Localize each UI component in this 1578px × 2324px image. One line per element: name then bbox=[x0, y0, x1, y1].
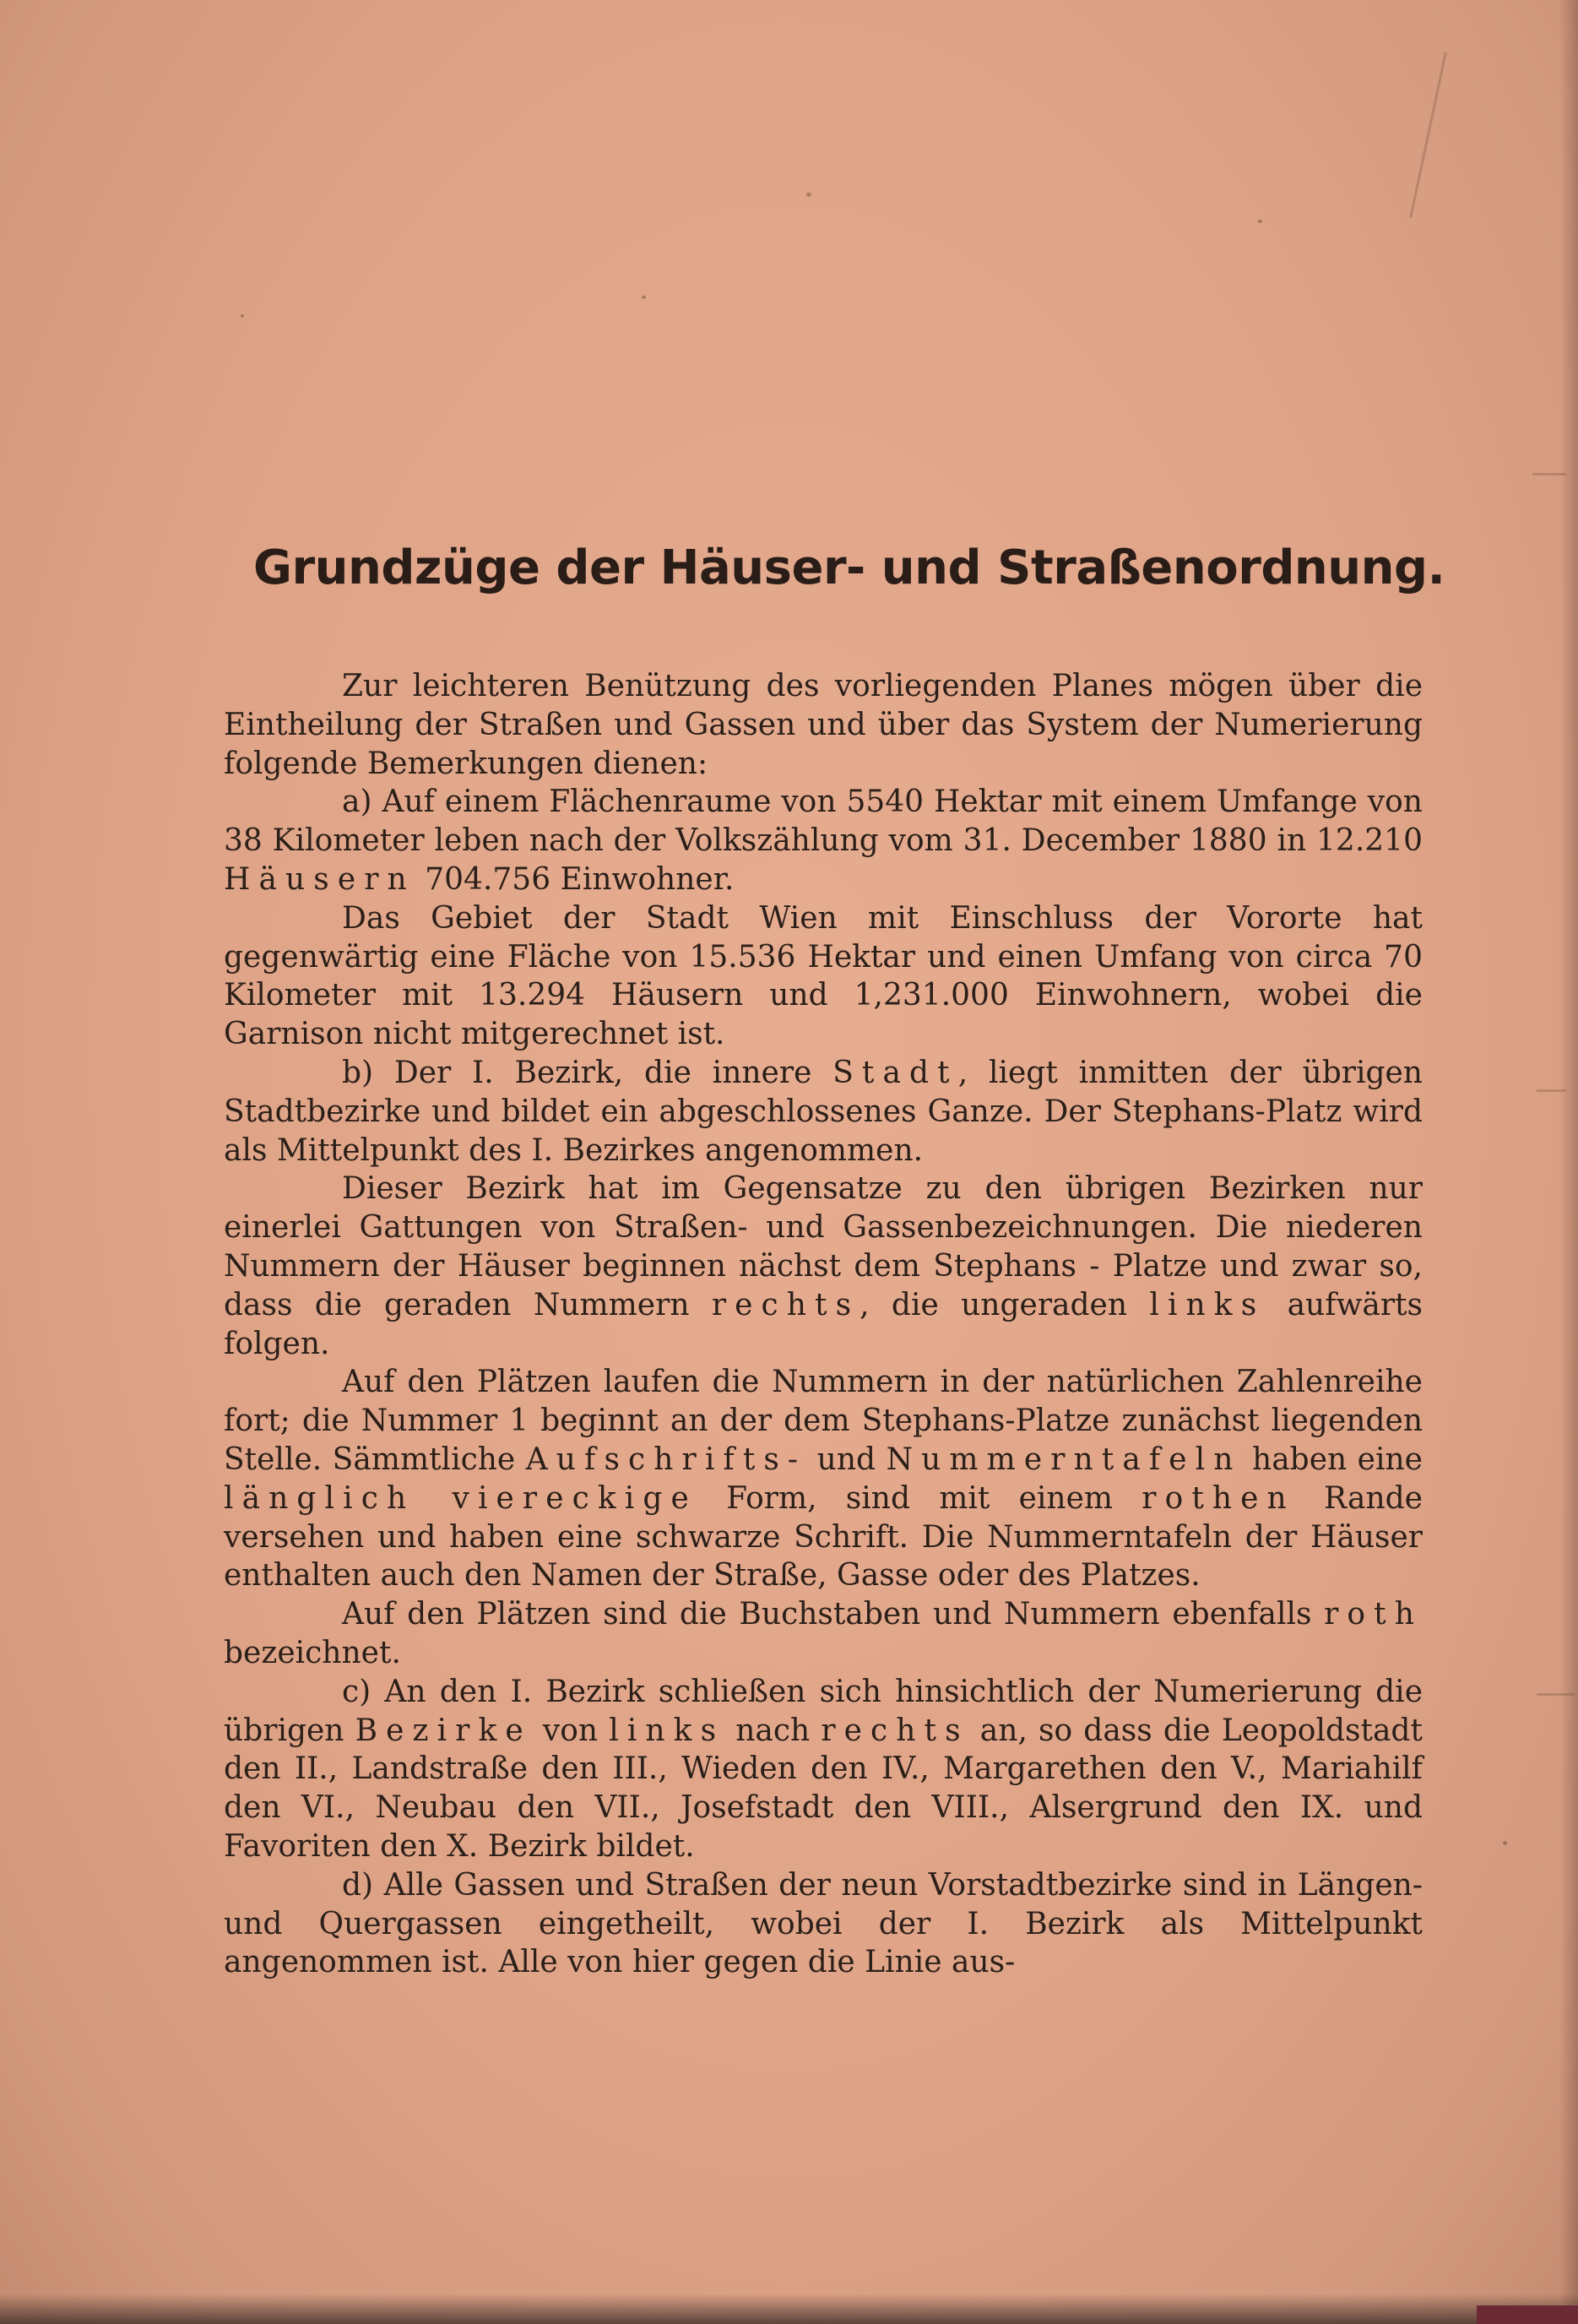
spaced-word: länglich viereckige bbox=[224, 1480, 697, 1516]
paragraph-d: d) Alle Gassen und Straßen der neun Vorstadtbezirke sind in Längen- und Quergassen eingetheilt, wobei der I. Bezirk als Mittelpunkt angenommen ist. Alle von hier gegen die Linie aus- bbox=[224, 1867, 1423, 1980]
binding-strip bbox=[1477, 2305, 1578, 2324]
paragraph-intro: Zur leichteren Benützung des vorliegenden Planes mögen über die Eintheilung der Straßen und Gassen und über das System der Numerierung folgende Bemerkungen dienen: bbox=[224, 669, 1423, 781]
paragraph-area: Das Gebiet der Stadt Wien mit Einschluss der Vororte hat gegenwärtig eine Fläche von 15.536 Hektar und einen Umfang von circa 70 Kilometer mit 13.294 Häusern und 1,231.000 Einwohnern, wobei die Garnison nicht mitgerechnet ist. bbox=[224, 900, 1423, 1052]
body-text bbox=[224, 667, 1423, 1982]
paper-speck bbox=[642, 296, 646, 299]
paper-speck bbox=[241, 314, 244, 318]
paper-speck bbox=[1503, 1841, 1507, 1845]
spaced-word: Häusern bbox=[224, 861, 415, 897]
paragraph-numbering: Dieser Bezirk hat im Gegensatze zu den übrigen Bezirken nur einerlei Gattungen von Straßen- und Gassenbezeichnungen. Die niederen Nummern der Häuser beginnen nächst dem Stephans - Platze und zwar so, dass die geraden Nummern rechts, die ungeraden links aufwärts folgen. bbox=[224, 1171, 1423, 1361]
paper-speck bbox=[1258, 220, 1262, 223]
page-edge-right bbox=[1559, 0, 1578, 2324]
spaced-word: roth bbox=[1324, 1597, 1423, 1632]
page-edge-bottom bbox=[0, 2294, 1578, 2324]
spaced-word: links bbox=[1149, 1287, 1266, 1322]
spaced-word: rothen bbox=[1141, 1480, 1295, 1516]
paragraph-a: a) Auf einem Flächenraume von 5540 Hektar mit einem Umfange von 38 Kilometer leben nach der Volkszählung vom 31. December 1880 in 12.210 Häusern 704.756 Einwohner. bbox=[224, 785, 1423, 897]
spaced-word: Aufschrifts- bbox=[525, 1442, 807, 1477]
spaced-word: rechts bbox=[821, 1713, 969, 1748]
page-heading: Grundzüge der Häuser- und Straßenordnung. bbox=[253, 540, 1445, 595]
spaced-word: Stadt bbox=[832, 1055, 958, 1090]
paragraph-squares: Auf den Plätzen laufen die Nummern in der natürlichen Zahlenreihe fort; die Nummer 1 beginnt an der dem Stephans-Platze zunächst liegenden Stelle. Sämmtliche Aufschrifts- und Nummerntafeln haben eine länglich viereckige Form, sind mit einem rothen Rande versehen und haben eine schwarze Schrift. Die Nummerntafeln der Häuser enthalten auch den Namen der Straße, Gasse oder des Platzes. bbox=[224, 1365, 1423, 1594]
paragraph-c: c) An den I. Bezirk schließen sich hinsichtlich der Numerierung die übrigen Bezirke von links nach rechts an, so dass die Leopoldstadt den II., Landstraße den III., Wieden den IV., Margarethen den V., Mariahilf den VI., Neubau den VII., Josefstadt den VIII., Alsergrund den IX. und Favoriten den X. Bezirk bildet. bbox=[224, 1674, 1423, 1864]
spaced-word: rechts bbox=[711, 1287, 860, 1322]
paragraph-b: b) Der I. Bezirk, die innere Stadt, liegt inmitten der übrigen Stadtbezirke und bildet ein abgeschlossenes Ganze. Der Stephans-Platz wird als Mittelpunkt des I. Bezirkes angenommen. bbox=[224, 1055, 1423, 1168]
paper-speck bbox=[806, 193, 811, 197]
spaced-word: Bezirke bbox=[355, 1713, 532, 1748]
paper-scratch bbox=[1409, 52, 1447, 218]
spaced-word: Nummerntafeln bbox=[886, 1442, 1242, 1477]
spaced-word: links bbox=[609, 1713, 725, 1748]
paragraph-letters: Auf den Plätzen sind die Buchstaben und Nummern ebenfalls roth bezeichnet. bbox=[224, 1597, 1423, 1670]
